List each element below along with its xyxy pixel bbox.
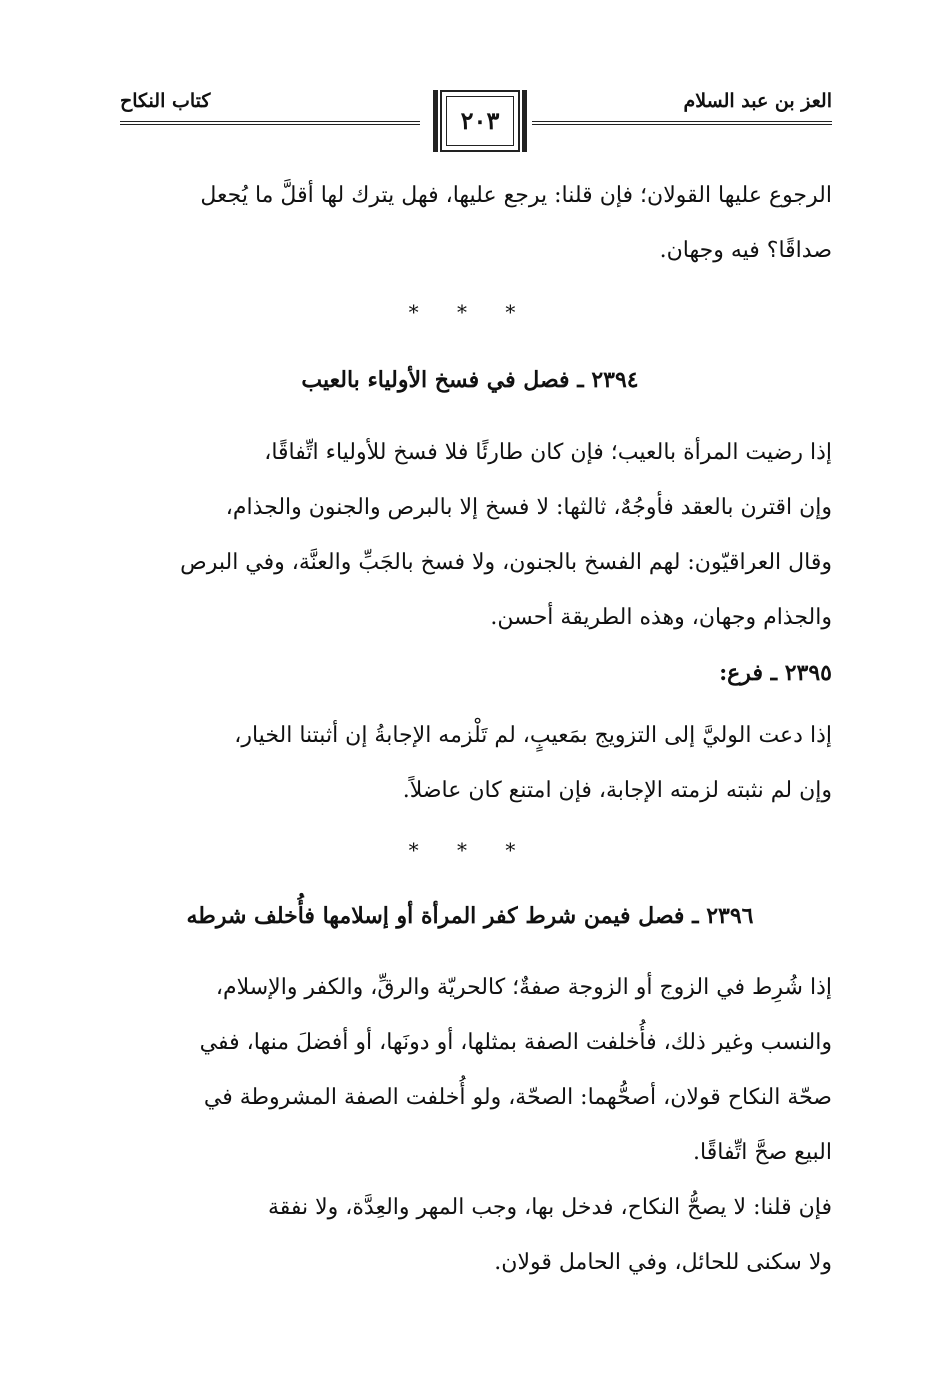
- text-line: إذا شُرِط في الزوج أو الزوجة صفةٌ؛ كالحريّة والرقِّ، والكفر والإسلام،: [215, 975, 832, 1000]
- paragraph-4: [108, 960, 832, 1180]
- text-line: والجذام وجهان، وهذه الطريقة أحسن.: [490, 605, 832, 630]
- text-line: إذا دعت الوليَّ إلى التزويج بمَعيبٍ، لم تَلْزمه الإجابةُ إن أثبتنا الخيار،: [234, 723, 832, 748]
- section-heading-2394: ٢٣٩٤ ـ فصل في فسخ الأولياء بالعيب: [301, 367, 639, 393]
- section-separator: * * *: [408, 838, 532, 862]
- paragraph-3: [108, 708, 832, 818]
- frame-bar-right: [522, 90, 527, 152]
- paragraph-2: [108, 425, 832, 645]
- header-rule-right: [532, 121, 832, 125]
- text-line: فإن قلنا: لا يصحُّ النكاح، فدخل بها، وجب المهر والعِدَّة، ولا نفقة: [267, 1195, 832, 1220]
- text-line: وإن اقترن بالعقد فأوجُهٌ، ثالثها: لا فسخ إلا بالبرص والجنون والجذام،: [225, 495, 832, 520]
- section-separator: * * *: [408, 300, 532, 324]
- text-line: وإن لم نثبته لزمته الإجابة، فإن امتنع كان عاضلاً.: [402, 778, 832, 803]
- paragraph-1: [108, 168, 832, 278]
- text-line: إذا رضيت المرأة بالعيب؛ فإن كان طارئًا فلا فسخ للأولياء اتِّفاقًا،: [264, 440, 832, 465]
- header-author: العز بن عبد السلام: [683, 90, 832, 112]
- frame-bar-left: [433, 90, 438, 152]
- text-line: الرجوع عليها القولان؛ فإن قلنا: يرجع عليها، فهل يترك لها أقلَّ ما يُجعل: [200, 183, 832, 208]
- text-line: صحّة النكاح قولان، أصحُّهما: الصحّة، ولو أُخلفت الصفة المشروطة في: [203, 1085, 832, 1110]
- text-line: ولا سكنى للحائل، وفي الحامل قولان.: [494, 1250, 832, 1275]
- paragraph-5: [108, 1180, 832, 1290]
- text-line: صداقًا؟ فيه وجهان.: [659, 238, 832, 263]
- text-line: وقال العراقيّون: لهم الفسخ بالجنون، ولا فسخ بالجَبِّ والعنَّة، وفي البرص: [180, 550, 832, 575]
- running-header: [120, 88, 832, 168]
- header-rule-left: [120, 121, 420, 125]
- header-book-title: كتاب النكاح: [120, 90, 211, 112]
- page-number: ٢٠٣: [460, 106, 500, 135]
- page-number-frame: [440, 90, 520, 152]
- text-line: والنسب وغير ذلك، فأُخلفت الصفة بمثلها، أو دونَها، أو أفضلَ منها، ففي: [199, 1030, 832, 1055]
- text-line: البيع صحَّ اتِّفاقًا.: [693, 1140, 832, 1165]
- subsection-heading-2395: ٢٣٩٥ ـ فرع:: [719, 660, 832, 686]
- section-heading-2396: ٢٣٩٦ ـ فصل فيمن شرط كفر المرأة أو إسلامها فأُخلف شرطه: [186, 903, 754, 929]
